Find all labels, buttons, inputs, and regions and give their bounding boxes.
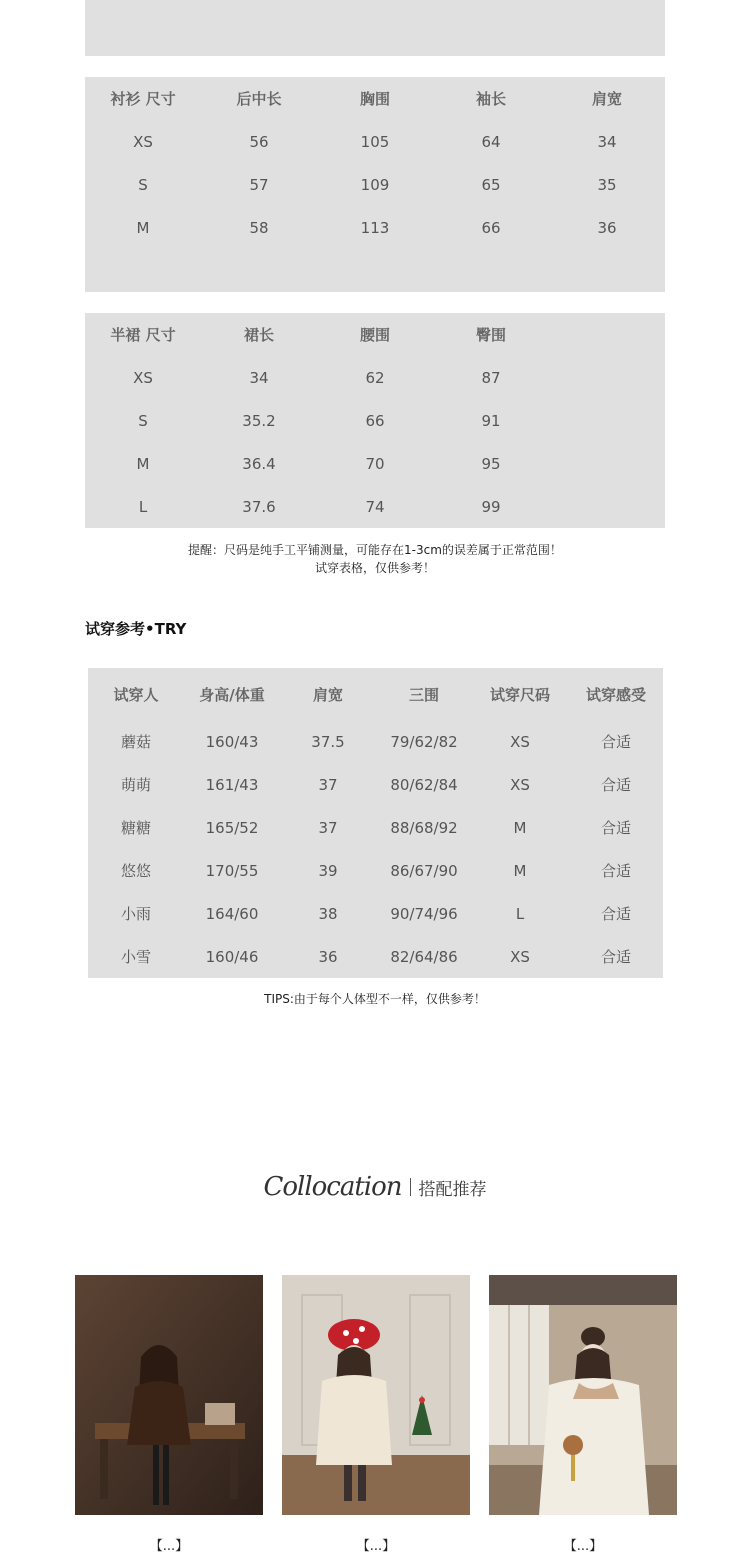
table-cell: 80/62/84 — [390, 775, 458, 794]
section-title: 试穿参考•TRY — [85, 620, 187, 638]
top-panel-fragment — [85, 0, 665, 56]
table-cell: 105 — [360, 132, 390, 151]
table-row — [85, 399, 665, 442]
table-cell: 35 — [597, 175, 617, 194]
photo-3-illustration — [489, 1275, 677, 1515]
table-cell: 113 — [360, 218, 390, 237]
header-cell: 后中长 — [236, 90, 282, 108]
table-cell: 小雪 — [120, 948, 151, 966]
table-cell: 36 — [597, 218, 617, 237]
header-cell: 衬衫 尺寸 — [110, 90, 176, 108]
photo-2-illustration — [282, 1275, 470, 1515]
table-header-row — [88, 673, 663, 716]
collocation-script-logo: Collocation — [263, 1172, 402, 1202]
table-cell: S — [138, 175, 148, 194]
outfit-photo-2[interactable] — [282, 1275, 470, 1515]
header-cell: 试穿尺码 — [489, 686, 550, 704]
table-cell: 34 — [249, 368, 269, 387]
table-header-row — [85, 77, 665, 120]
table-cell: 160/46 — [205, 947, 259, 966]
divider — [410, 1178, 411, 1196]
header-cell: 袖长 — [475, 90, 506, 108]
notice-line: 试穿表格，仅供参考！ — [314, 561, 435, 575]
photo-1-illustration — [75, 1275, 263, 1515]
table-cell: 66 — [365, 411, 385, 430]
table-cell: M — [136, 454, 150, 473]
table-row — [85, 163, 665, 206]
table-cell: 34 — [597, 132, 617, 151]
table-cell: 38 — [318, 904, 338, 923]
header-cell: 试穿感受 — [585, 686, 646, 704]
table-cell: 91 — [481, 411, 501, 430]
table-cell: 合适 — [600, 862, 631, 880]
table-cell: 39 — [318, 861, 338, 880]
table-cell: XS — [133, 368, 153, 387]
table-cell: M — [513, 861, 527, 880]
table-cell: 37.6 — [242, 497, 276, 516]
table-row — [85, 120, 665, 163]
table-cell: 悠悠 — [120, 862, 151, 880]
table-cell: XS — [510, 775, 530, 794]
header-cell: 身高/体重 — [199, 686, 265, 704]
table-cell: XS — [510, 732, 530, 751]
table-cell: 36.4 — [242, 454, 276, 473]
table-row — [85, 356, 665, 399]
header-cell: 腰围 — [359, 326, 390, 344]
tips-note: TIPS:由于每个人体型不一样，仅供参考！ — [264, 992, 486, 1006]
table-cell: 62 — [365, 368, 385, 387]
table-cell: 糖糖 — [120, 819, 151, 837]
header-cell: 胸围 — [359, 90, 390, 108]
table-cell: 合适 — [600, 733, 631, 751]
table-cell: 87 — [481, 368, 501, 387]
table-cell: 66 — [481, 218, 501, 237]
photo-caption-3: 【...】 — [563, 1539, 603, 1554]
table-cell: 35.2 — [242, 411, 276, 430]
header-cell: 裙长 — [243, 326, 274, 344]
table-cell: 165/52 — [205, 818, 259, 837]
skirt-size-table — [85, 313, 665, 528]
table-cell: 37.5 — [311, 732, 345, 751]
photo-caption-2: 【...】 — [356, 1539, 396, 1554]
table-cell: 萌萌 — [120, 776, 151, 794]
table-cell: 109 — [360, 175, 390, 194]
table-cell: 36 — [318, 947, 338, 966]
table-cell: 82/64/86 — [390, 947, 458, 966]
table-cell: L — [138, 497, 148, 516]
photo-caption-1: 【...】 — [149, 1539, 189, 1554]
measurement-notice — [0, 541, 750, 577]
table-cell: 170/55 — [205, 861, 259, 880]
table-header-row — [85, 313, 665, 356]
table-cell: 合适 — [600, 776, 631, 794]
header-cell: 半裙 尺寸 — [110, 326, 176, 344]
table-cell: 37 — [318, 775, 338, 794]
table-cell: 74 — [365, 497, 385, 516]
table-cell: M — [513, 818, 527, 837]
table-cell: 99 — [481, 497, 501, 516]
table-row — [85, 442, 665, 485]
table-cell: 160/43 — [205, 732, 259, 751]
header-cell: 试穿人 — [113, 686, 159, 704]
header-cell: 肩宽 — [591, 90, 622, 108]
table-cell: S — [138, 411, 148, 430]
outfit-photo-3[interactable] — [489, 1275, 677, 1515]
table-cell: 小雨 — [120, 905, 151, 923]
table-cell: 合适 — [600, 905, 631, 923]
table-row — [85, 206, 665, 249]
table-cell: 蘑菇 — [120, 733, 151, 751]
table-cell: 70 — [365, 454, 385, 473]
table-cell: 65 — [481, 175, 501, 194]
table-cell: 64 — [481, 132, 501, 151]
table-row — [88, 806, 663, 849]
table-row — [88, 935, 663, 978]
table-cell: 58 — [249, 218, 269, 237]
table-cell: 57 — [249, 175, 269, 194]
table-row — [88, 763, 663, 806]
table-cell: 合适 — [600, 948, 631, 966]
table-row — [85, 485, 665, 528]
header-cell: 臀围 — [475, 326, 506, 344]
try-on-table — [88, 668, 663, 978]
table-cell: L — [515, 904, 525, 923]
table-cell: 86/67/90 — [390, 861, 458, 880]
outfit-photo-1[interactable] — [75, 1275, 263, 1515]
table-cell: 161/43 — [205, 775, 259, 794]
table-cell: 37 — [318, 818, 338, 837]
collocation-header — [0, 1162, 750, 1212]
table-cell: 79/62/82 — [390, 732, 458, 751]
shirt-size-table — [85, 77, 665, 292]
table-row — [88, 849, 663, 892]
table-cell: 56 — [249, 132, 269, 151]
table-cell: XS — [133, 132, 153, 151]
table-cell: 90/74/96 — [390, 904, 458, 923]
table-cell: 95 — [481, 454, 501, 473]
table-cell: XS — [510, 947, 530, 966]
header-cell: 三围 — [408, 686, 439, 704]
table-cell: 88/68/92 — [390, 818, 458, 837]
table-cell: M — [136, 218, 150, 237]
table-cell: 合适 — [600, 819, 631, 837]
header-cell: 肩宽 — [312, 686, 343, 704]
collocation-label: 搭配推荐 — [418, 1179, 487, 1200]
notice-line: 提醒：尺码是纯手工平铺测量，可能存在1-3cm的误差属于正常范围！ — [188, 543, 562, 557]
table-row — [88, 892, 663, 935]
table-row — [88, 720, 663, 763]
table-cell: 164/60 — [205, 904, 259, 923]
